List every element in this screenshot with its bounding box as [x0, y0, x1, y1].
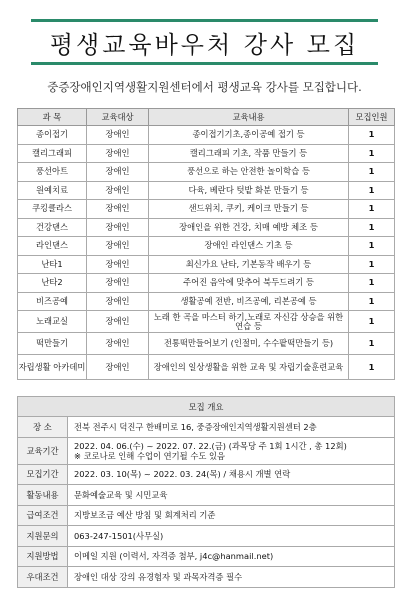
period-note: ※ 코로나로 인해 수업이 연기될 수도 있음 [74, 450, 226, 461]
content-cell: 최신가요 난타, 기본동작 배우기 등 [149, 255, 349, 274]
content-cell: 전통떡만들어보기 (인절미, 수수팥떡만들기 등) [149, 333, 349, 355]
content-cell: 노래 한 곡을 마스터 하기,노래로 자신감 상승을 위한 연습 등 [149, 311, 349, 333]
subject-cell: 비즈공예 [18, 292, 87, 311]
count-cell: 1 [349, 292, 395, 311]
table-row [18, 144, 395, 163]
overview-table [17, 396, 395, 588]
overview-label: 급여조건 [18, 505, 68, 526]
subject-cell: 노래교실 [18, 311, 87, 333]
count-cell: 1 [349, 333, 395, 355]
target-cell: 장애인 [87, 144, 149, 163]
period-text: 2022. 04. 06.(수) ~ 2022. 07. 22.(금) (과목당 주 1회 1시간 , 총 12회) [74, 440, 347, 451]
header-target: 교육대상 [87, 109, 149, 126]
subject-cell: 쿠킹클라스 [18, 200, 87, 219]
header-subject: 과 목 [18, 109, 87, 126]
table-row [18, 311, 395, 333]
table-row [18, 255, 395, 274]
content-cell: 주어진 음악에 맞추어 북두드려기 등 [149, 274, 349, 293]
overview-value: 전북 전주시 덕진구 한배미로 16, 중증장애인지역생활지원센터 2층 [68, 417, 395, 438]
target-cell: 장애인 [87, 126, 149, 145]
overview-label: 지원문의 [18, 526, 68, 547]
table-row [18, 200, 395, 219]
overview-title: 모집 개요 [18, 397, 395, 417]
target-cell: 장애인 [87, 311, 149, 333]
table-row [18, 126, 395, 145]
overview-row [18, 417, 395, 438]
overview-row [18, 437, 395, 464]
target-cell: 장애인 [87, 181, 149, 200]
overview-label: 지원방법 [18, 546, 68, 567]
content-cell: 장애인 라인댄스 기초 등 [149, 237, 349, 256]
overview-value: 문화예술교육 및 시민교육 [68, 485, 395, 506]
subject-cell: 풍선아트 [18, 163, 87, 182]
overview-value: 063-247-1501(사무실) [68, 526, 395, 547]
overview-value: 지방보조금 예산 방침 및 회계처리 기준 [68, 505, 395, 526]
subject-cell: 라인댄스 [18, 237, 87, 256]
overview-value: 장애인 대상 강의 유경험자 및 과목자격증 필수 [68, 567, 395, 588]
target-cell: 장애인 [87, 237, 149, 256]
content-cell: 캘리그래피 기초, 작품 만들기 등 [149, 144, 349, 163]
count-cell: 1 [349, 200, 395, 219]
count-cell: 1 [349, 181, 395, 200]
target-cell: 장애인 [87, 292, 149, 311]
count-cell: 1 [349, 218, 395, 237]
course-table [17, 108, 395, 380]
overview-row [18, 567, 395, 588]
count-cell: 1 [349, 163, 395, 182]
table-row [18, 292, 395, 311]
overview-value: 2022. 03. 10(목) ~ 2022. 03. 24(목) / 채용시 개별 연락 [68, 464, 395, 485]
subject-cell: 자립생활 아카데미 [18, 355, 87, 380]
subject-cell: 종이접기 [18, 126, 87, 145]
table-row [18, 163, 395, 182]
content-cell: 풍선으로 하는 안전한 놀이학습 등 [149, 163, 349, 182]
overview-row [18, 505, 395, 526]
overview-row [18, 526, 395, 547]
subject-cell: 난타1 [18, 255, 87, 274]
count-cell: 1 [349, 255, 395, 274]
content-cell: 샌드위치, 쿠키, 케이크 만들기 등 [149, 200, 349, 219]
target-cell: 장애인 [87, 274, 149, 293]
content-cell: 종이접기기초,종이공예 접기 등 [149, 126, 349, 145]
content-cell: 생활공예 전반, 비즈공예, 리본공예 등 [149, 292, 349, 311]
overview-row [18, 485, 395, 506]
content-cell: 장애인의 일상생활을 위한 교육 및 자립기술훈련교육 [149, 355, 349, 380]
title-banner [31, 19, 378, 65]
subject-cell: 난타2 [18, 274, 87, 293]
count-cell: 1 [349, 144, 395, 163]
table-row [18, 218, 395, 237]
header-count: 모집인원 [349, 109, 395, 126]
content-cell: 다육, 베란다 텃밭 화분 만들기 등 [149, 181, 349, 200]
overview-label: 우대조건 [18, 567, 68, 588]
subject-cell: 떡만들기 [18, 333, 87, 355]
page-title: 평생교육바우처 강사 모집 [49, 30, 360, 59]
overview-row [18, 464, 395, 485]
table-row [18, 333, 395, 355]
subject-cell: 캘리그래피 [18, 144, 87, 163]
overview-value [68, 437, 395, 464]
target-cell: 장애인 [87, 218, 149, 237]
overview-value: 이메일 지원 (이력서, 자격증 첨부, j4c@hanmail.net) [68, 546, 395, 567]
table-row [18, 355, 395, 380]
header-content: 교육내용 [149, 109, 349, 126]
subject-cell: 원예치료 [18, 181, 87, 200]
page-subtitle: 중증장애인지역생활지원센터에서 평생교육 강사를 모집합니다. [47, 80, 362, 94]
overview-row [18, 546, 395, 567]
target-cell: 장애인 [87, 355, 149, 380]
target-cell: 장애인 [87, 255, 149, 274]
count-cell: 1 [349, 355, 395, 380]
target-cell: 장애인 [87, 333, 149, 355]
overview-label: 활동내용 [18, 485, 68, 506]
count-cell: 1 [349, 311, 395, 333]
table-row [18, 237, 395, 256]
overview-label: 장 소 [18, 417, 68, 438]
overview-label: 모집기간 [18, 464, 68, 485]
target-cell: 장애인 [87, 163, 149, 182]
subject-cell: 건강댄스 [18, 218, 87, 237]
content-cell: 장애인을 위한 건강, 치매 예방 체조 등 [149, 218, 349, 237]
count-cell: 1 [349, 126, 395, 145]
count-cell: 1 [349, 237, 395, 256]
count-cell: 1 [349, 274, 395, 293]
table-row [18, 274, 395, 293]
target-cell: 장애인 [87, 200, 149, 219]
table-row [18, 181, 395, 200]
overview-label: 교육기간 [18, 437, 68, 464]
